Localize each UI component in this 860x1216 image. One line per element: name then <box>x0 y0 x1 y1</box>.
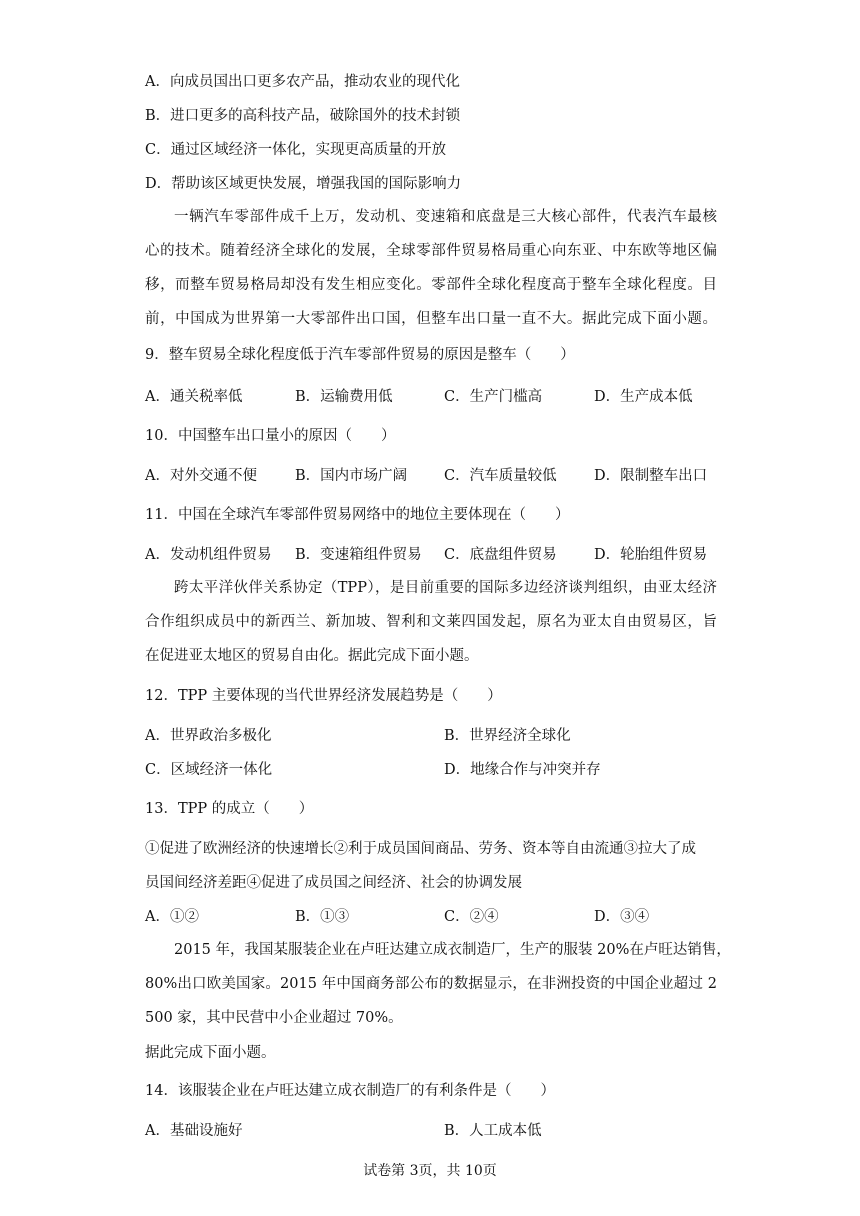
q8-option-b: B．进口更多的高科技产品，破除国外的技术封锁 <box>145 108 461 124</box>
q11-option-d: D．轮胎组件贸易 <box>594 547 708 563</box>
q12-option-a: A．世界政治多极化 <box>145 728 272 744</box>
q13-body-line-1: ①促进了欧洲经济的快速增长②利于成员国间商品、劳务、资本等自由流通③拉大了成 <box>145 841 696 857</box>
passage-line: 2015 年，我国某服装企业在卢旺达建立成衣制造厂，生产的服装 20%在卢旺达销售， <box>174 942 731 958</box>
q13-stem: 13．TPP 的成立（ ） <box>145 801 314 817</box>
q8-option-a: A．向成员国出口更多农产品，推动农业的现代化 <box>145 74 460 90</box>
passage-line: 合作组织成员中的新西兰、新加坡、智利和文莱四国发起，原名为亚太自由贸易区，旨 <box>145 614 717 630</box>
q8-option-c: C．通过区域经济一体化，实现更高质量的开放 <box>145 142 447 158</box>
q9-option-b: B．运输费用低 <box>295 389 393 405</box>
passage-line: 500 家，其中民营中小企业超过 70%。 <box>145 1010 403 1026</box>
passage-tpp <box>145 571 717 673</box>
q8-option-d: D．帮助该区域更快发展，增强我国的国际影响力 <box>145 176 462 192</box>
q14-option-b: B．人工成本低 <box>444 1123 542 1139</box>
q13-option-c: C．②④ <box>444 909 499 925</box>
q12-option-d: D．地缘合作与冲突并存 <box>444 762 601 778</box>
q12-option-b: B．世界经济全球化 <box>444 728 571 744</box>
page-footer: 试卷第 3页，共 10页 <box>363 1163 497 1179</box>
q10-option-d: D．限制整车出口 <box>594 468 708 484</box>
passage-line: 一辆汽车零部件成千上万，发动机、变速箱和底盘是三大核心部件，代表汽车最核 <box>174 209 717 225</box>
passage-garment-tail: 据此完成下面小题。 <box>145 1045 276 1061</box>
q11-stem: 11．中国在全球汽车零部件贸易网络中的地位主要体现在（ ） <box>145 507 570 523</box>
q13-body-line-2: 员国间经济差距④促进了成员国之间经济、社会的协调发展 <box>145 875 522 891</box>
passage-line: 移，而整车贸易格局却没有发生相应变化。零部件全球化程度高于整车全球化程度。目 <box>145 277 717 293</box>
q13-option-a: A．①② <box>145 909 199 925</box>
passage-garment <box>145 933 731 1035</box>
q9-stem: 9．整车贸易全球化程度低于汽车零部件贸易的原因是整车（ ） <box>145 347 575 363</box>
passage-line: 前，中国成为世界第一大零部件出口国，但整车出口量一直不大。据此完成下面小题。 <box>145 311 717 327</box>
q11-option-b: B．变速箱组件贸易 <box>295 547 422 563</box>
passage-auto-parts <box>145 200 717 336</box>
q14-option-a: A．基础设施好 <box>145 1123 243 1139</box>
q11-option-a: A．发动机组件贸易 <box>145 547 272 563</box>
q11-option-c: C．底盘组件贸易 <box>444 547 557 563</box>
q13-option-d: D．③④ <box>594 909 650 925</box>
q12-stem: 12．TPP 主要体现的当代世界经济发展趋势是（ ） <box>145 688 502 704</box>
q13-option-b: B．①③ <box>295 909 350 925</box>
q10-option-b: B．国内市场广阔 <box>295 468 408 484</box>
passage-line: 跨太平洋伙伴关系协定（TPP），是目前重要的国际多边经济谈判组织，由亚太经济 <box>174 580 717 596</box>
q9-option-d: D．生产成本低 <box>594 389 693 405</box>
q12-option-c: C．区域经济一体化 <box>145 762 273 778</box>
q10-stem: 10．中国整车出口量小的原因（ ） <box>145 428 396 444</box>
q10-option-a: A．对外交通不便 <box>145 468 257 484</box>
passage-line: 80%出口欧美国家。2015 年中国商务部公布的数据显示，在非洲投资的中国企业超过 2 <box>145 976 717 992</box>
passage-line: 在促进亚太地区的贸易自由化。据此完成下面小题。 <box>145 648 479 664</box>
q10-option-c: C．汽车质量较低 <box>444 468 557 484</box>
q9-option-c: C．生产门槛高 <box>444 389 543 405</box>
passage-line: 心的技术。随着经济全球化的发展，全球零部件贸易格局重心向东亚、中东欧等地区偏 <box>145 243 717 259</box>
q14-stem: 14．该服装企业在卢旺达建立成衣制造厂的有利条件是（ ） <box>145 1083 555 1099</box>
q9-option-a: A．通关税率低 <box>145 389 243 405</box>
